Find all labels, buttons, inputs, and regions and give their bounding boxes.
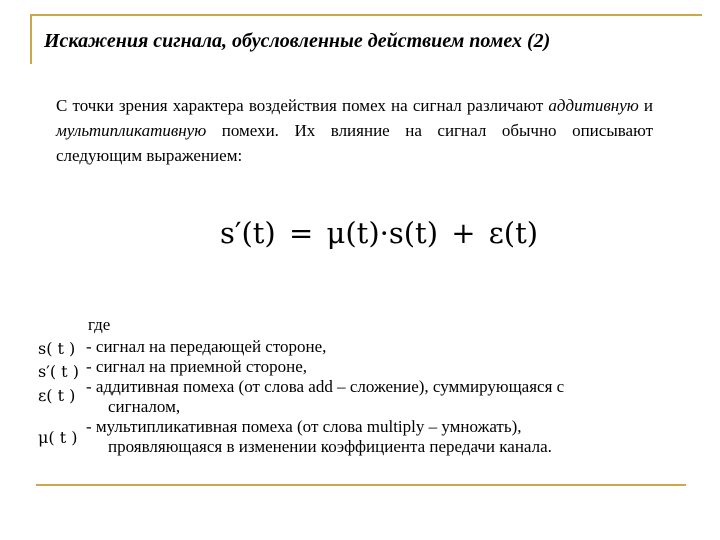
formula-eps: ε(t): [488, 216, 539, 250]
intro-paragraph: [56, 93, 653, 168]
symbol-s: s( t ): [38, 339, 76, 358]
formula-plus: +: [451, 216, 476, 250]
intro-conjunction: и: [638, 96, 653, 115]
definition-continuation: сигналом,: [108, 397, 181, 416]
definition-item: [86, 357, 656, 377]
symbol-s-prime: s′( t ): [38, 362, 79, 381]
formula-mu: μ(t): [326, 216, 380, 250]
frame-left-rule: [30, 14, 32, 64]
formula-lhs: s′(t): [220, 216, 276, 250]
bottom-rule: [36, 484, 686, 486]
definition-line: - сигнал на приемной стороне,: [86, 357, 308, 376]
definition-line: - аддитивная помеха (от слова add – сложение), суммирующаяся с: [86, 377, 565, 396]
formula-dot: ·: [379, 216, 389, 250]
definition-item: [86, 377, 656, 417]
symbol-mu: μ( t ): [38, 428, 78, 447]
formula-s: s(t): [388, 216, 439, 250]
symbol-epsilon: ε( t ): [38, 386, 76, 405]
term-additive: аддитивную: [548, 96, 639, 115]
intro-text-2: помехи. Их влияние на сигнал обычно описывают следующим выражением:: [56, 121, 653, 165]
definition-line: - сигнал на передающей стороне,: [86, 337, 327, 356]
definition-continuation: проявляющаяся в изменении коэффициента передачи канала.: [108, 437, 552, 456]
definition-item: [86, 417, 656, 457]
slide-title: Искажения сигнала, обусловленные действием помех (2): [44, 30, 551, 52]
formula-equals: =: [288, 216, 314, 250]
signal-formula: [220, 216, 538, 250]
term-multiplicative: мультипликативную: [56, 121, 207, 140]
intro-text-1: С точки зрения характера воздействия помех на сигнал различают: [56, 96, 549, 115]
definition-line: - мультипликативная помеха (от слова multiply – умножать),: [86, 417, 522, 436]
frame-top-rule: [30, 14, 702, 16]
definitions-list: [86, 337, 656, 457]
definition-item: [86, 337, 656, 357]
where-label: где: [88, 315, 111, 334]
